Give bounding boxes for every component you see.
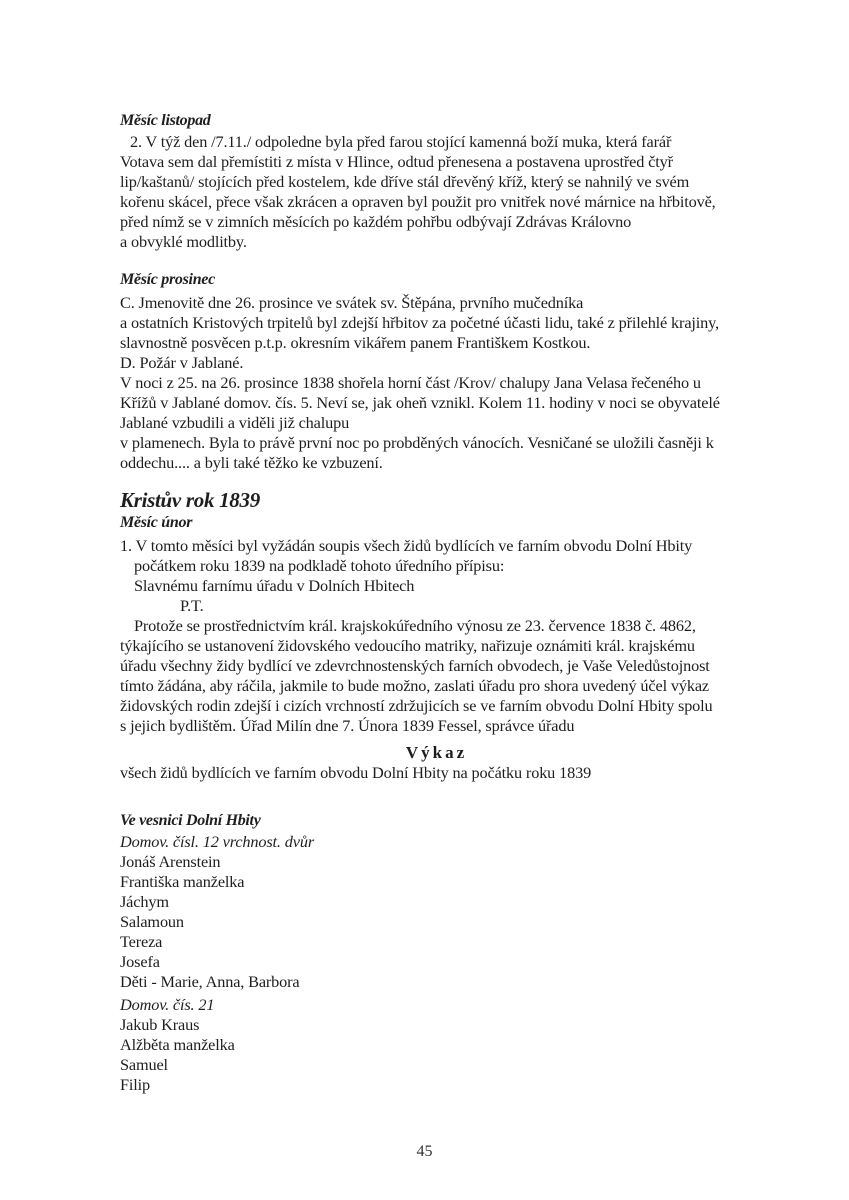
vykaz-subtitle: všech židů bydlících ve farním obvodu Dolní Hbity na počátku roku 1839 <box>120 763 592 782</box>
paragraph-line: V noci z 25. na 26. prosince 1838 shořela horní část /Krov/ chalupy Jana Velasa řečeného u <box>120 373 701 392</box>
paragraph-line: a ostatních Kristových trpitelů byl zdejší hřbitov za početné účasti lidu, také z přilehlé krajiny, <box>120 313 719 332</box>
heading-listopad: Měsíc listopad <box>120 112 211 129</box>
paragraph-line: lip/kaštanů/ stojících před kostelem, kde dříve stál dřevěný kříž, který se nahnilý ve svém <box>120 172 690 191</box>
household-member: Jonáš Arenstein <box>120 852 221 871</box>
paragraph-line: Protože se prostřednictvím král. krajskokúředního výnosu ze 23. července 1838 č. 4862, <box>134 616 696 635</box>
household-member: Děti - Marie, Anna, Barbora <box>120 972 300 991</box>
household-member: Alžběta manželka <box>120 1035 235 1054</box>
paragraph-line: D. Požár v Jablané. <box>120 353 244 372</box>
page-number: 45 <box>416 1143 433 1160</box>
household-member: Josefa <box>120 952 160 971</box>
paragraph-line: úřadu všechny židy bydlící ve zdevrchnostenských farních obvodech, je Vaše Veledůstojnost <box>120 656 710 675</box>
paragraph-line: Křížů v Jablané domov. čís. 5. Neví se, jak oheň vznikl. Kolem 11. hodiny v noci se obyvatelé <box>120 393 720 412</box>
paragraph-line: C. Jmenovitě dne 26. prosince ve svátek sv. Štěpána, prvního mučedníka <box>120 293 584 312</box>
paragraph-line: Votava sem dal přemístiti z místa v Hlince, odtud přenesena a postavena uprostřed čtyř <box>120 152 673 171</box>
heading-unor: Měsíc únor <box>120 514 193 531</box>
household-label: Domov. čísl. 12 vrchnost. dvůr <box>120 832 315 851</box>
paragraph-line: týkajícího se ustanovení židovského vedoucího matriky, nařizuje oznámiti král. krajskému <box>120 636 695 655</box>
paragraph-line: s jejich bydlištěm. Úřad Milín dne 7. Února 1839 Fessel, správce úřadu <box>120 716 575 735</box>
household-member: Františka manželka <box>120 872 245 891</box>
heading-prosinec: Měsíc prosinec <box>120 271 215 288</box>
paragraph-line: Slavnému farnímu úřadu v Dolních Hbitech <box>134 576 415 595</box>
heading-year: Kristův rok 1839 <box>120 488 260 512</box>
paragraph-line: před nímž se v zimních měsících po každém pohřbu odbývají Zdrávas Královno <box>120 212 632 231</box>
paragraph-line: P.T. <box>180 596 204 615</box>
paragraph-line: a obvyklé modlitby. <box>120 232 247 251</box>
paragraph-line: židovských rodin zdejší i cizích vrchností zdržujicích se ve farním obvodu Dolní Hbity spolu <box>120 696 713 715</box>
household-member: Tereza <box>120 932 163 951</box>
household-member: Jáchym <box>120 892 169 911</box>
household-member: Filip <box>120 1075 151 1094</box>
paragraph-line: v plamenech. Byla to právě první noc po probděných vánocích. Vesničané se uložili časněji k <box>120 433 714 452</box>
paragraph-line: počátkem roku 1839 na podkladě tohoto úředního přípisu: <box>134 556 505 575</box>
paragraph-line: 2. V týž den /7.11./ odpoledne byla před farou stojící kamenná boží muka, která farář <box>130 132 672 151</box>
household-member: Salamoun <box>120 912 184 931</box>
paragraph-line: 1. V tomto měsíci byl vyžádán soupis všech židů bydlících ve farním obvodu Dolní Hbity <box>120 536 693 555</box>
paragraph-line: Jablané vzbudili a viděli již chalupu <box>120 413 350 432</box>
vykaz-title: Výkaz <box>405 743 468 762</box>
household-member: Jakub Kraus <box>120 1015 200 1034</box>
paragraph-line: oddechu.... a byli také těžko ke vzbuzení. <box>120 453 383 472</box>
household-label: Domov. čís. 21 <box>120 995 215 1014</box>
household-member: Samuel <box>120 1055 168 1074</box>
paragraph-line: slavnostně posvěcen p.t.p. okresním vikářem panem Františkem Kostkou. <box>120 333 591 352</box>
paragraph-line: kořenu skácel, přece však zkrácen a opraven byl použit pro vnitřek nové márnice na hřbitově, <box>120 192 716 211</box>
paragraph-line: tímto žádána, aby ráčila, jakmile to bude možno, zaslati úřadu pro shora uvedený účel výkaz <box>120 676 709 695</box>
heading-village: Ve vesnici Dolní Hbity <box>120 812 261 829</box>
